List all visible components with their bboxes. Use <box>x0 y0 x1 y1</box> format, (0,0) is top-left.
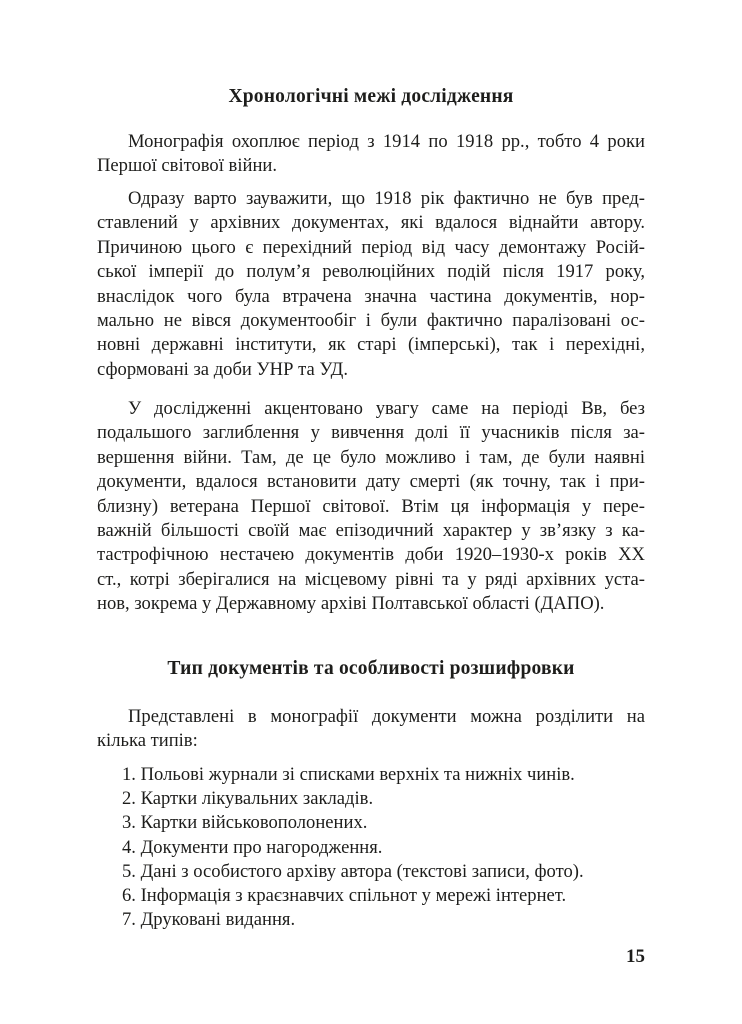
paragraph-types-intro <box>97 705 645 754</box>
list-item: 5. Дані з особистого архіву автора (текстові записи, фото). <box>122 860 584 882</box>
section-heading-chronology: Хронологічні межі дослідження <box>228 86 514 107</box>
text-line: ставлений у архівних документах, які вдалося віднайти автору. <box>97 212 645 234</box>
document-page <box>97 0 645 1024</box>
list-item: 3. Картки військовополонених. <box>122 812 368 834</box>
text-line: мально не вівся документообіг і були фактично паралізовані ос- <box>97 310 645 332</box>
text-line: сформовані за доби УНР та УД. <box>97 358 348 380</box>
text-line: внаслідок чого була втрачена значна частина документів, нор- <box>97 285 645 307</box>
list-item: 7. Друковані видання. <box>122 909 296 931</box>
text-line: ської імперії до полум’я революційних подій після 1917 року, <box>97 261 645 283</box>
text-line: Першої світової війни. <box>97 155 277 177</box>
text-line: ст., котрі зберігалися на місцевому рівні та у ряді архівних уста- <box>97 568 645 590</box>
list-item: 2. Картки лікувальних закладів. <box>122 788 374 810</box>
text-line: вершення війни. Там, де це було можливо і там, де були наявні <box>97 446 645 468</box>
text-line: Причиною цього є перехідний період від часу демонтажу Росій- <box>97 236 645 258</box>
paragraph-research-focus <box>97 397 645 617</box>
text-line: важній більшості своїй має епізодичний характер у зв’язку з ка- <box>97 520 645 542</box>
text-line: тастрофічною нестачею документів доби 1920–1930-х років ХХ <box>97 544 645 566</box>
page-number: 15 <box>626 946 645 967</box>
list-item: 6. Інформація з краєзнавчих спільнот у мережі інтернет. <box>122 885 567 907</box>
text-line: Монографія охоплює період з 1914 по 1918 рр., тобто 4 роки <box>128 131 645 152</box>
list-item: 1. Польові журнали зі списками верхніх та нижніх чинів. <box>122 764 575 785</box>
paragraph-1918-note <box>97 187 645 382</box>
text-line: документи, вдалося встановити дату смерті (як точну, так і при- <box>97 471 645 493</box>
paragraph-period <box>97 130 645 179</box>
list-item: 4. Документи про нагородження. <box>122 836 383 858</box>
text-line: близну) ветерана Першої світової. Втім ця інформація у пере- <box>97 495 645 517</box>
text-line: кілька типів: <box>97 730 198 752</box>
text-line: нов, зокрема у Державному архіві Полтавської області (ДАПО). <box>97 593 605 615</box>
section-heading-document-types: Тип документів та особливості розшифровки <box>167 658 575 679</box>
text-line: Представлені в монографії документи можна розділити на <box>128 706 645 727</box>
text-line: У дослідженні акцентовано увагу саме на періоді Вв, без <box>128 398 645 419</box>
text-line: новні державні інститути, як старі (імперські), так і перехідні, <box>97 334 645 356</box>
text-line: подальшого заглиблення у вивчення долі її учасників після за- <box>97 422 645 444</box>
document-types-list <box>122 763 584 932</box>
text-line: Одразу варто зауважити, що 1918 рік фактично не був пред- <box>128 188 645 209</box>
